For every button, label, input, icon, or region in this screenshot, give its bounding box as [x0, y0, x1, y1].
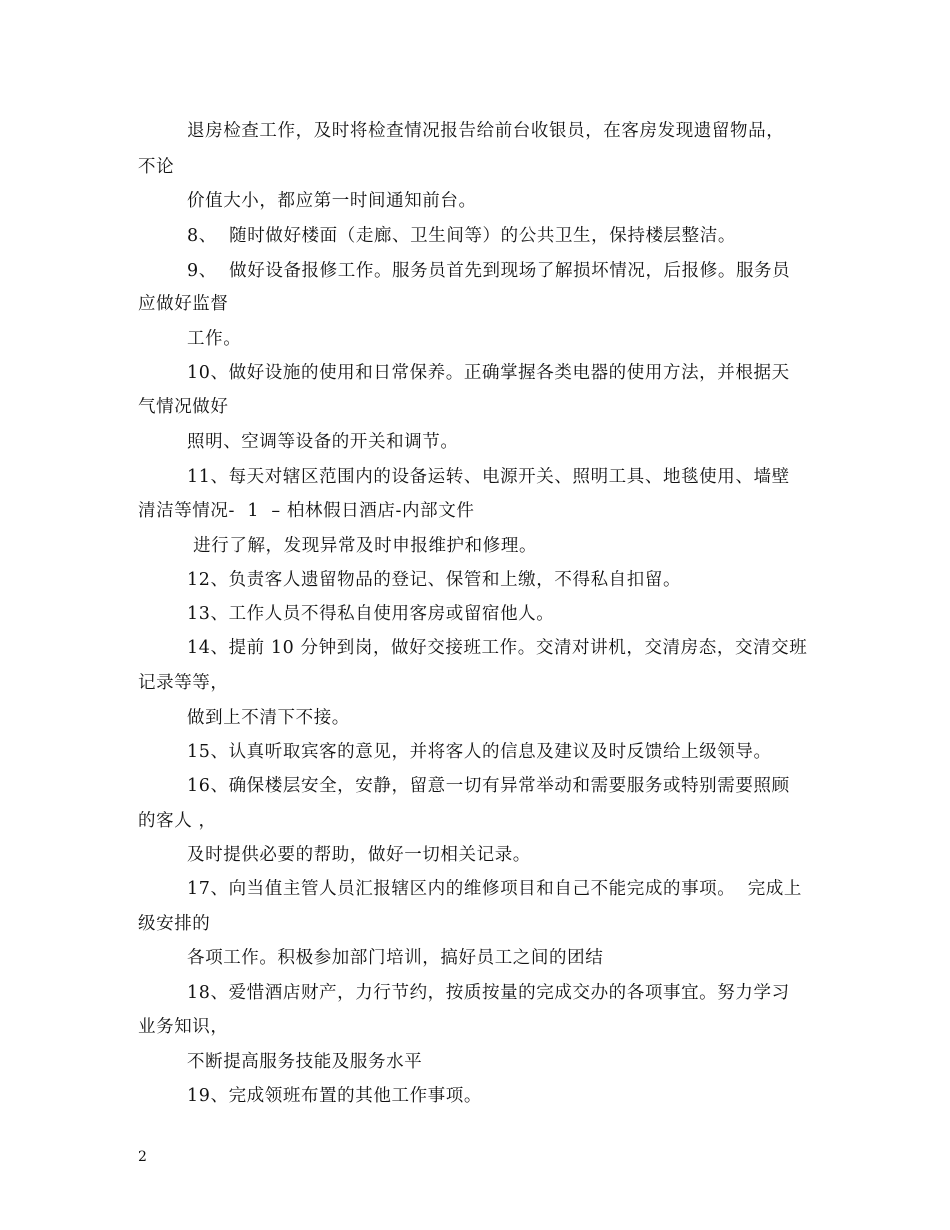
text-line: 清洁等情况- 1 – 柏林假日酒店-内部文件 [138, 501, 475, 521]
text-line: 16、确保楼层安全，安静，留意一切有异常举动和需要服务或特别需要照顾 [187, 776, 790, 796]
text-line: 应做好监督 [138, 294, 229, 314]
text-line: 的客人 ， [138, 811, 217, 831]
text-line: 工作。 [187, 329, 242, 349]
text-line: 8、 随时做好楼面（走廊、卫生间等）的公共卫生，保持楼层整洁。 [187, 226, 736, 246]
text-line: 15、认真听取宾客的意见，并将客人的信息及建议及时反馈给上级领导。 [187, 742, 772, 762]
text-line: 14、提前 10 分钟到岗，做好交接班工作。交清对讲机，交清房态，交清交班 [187, 638, 808, 658]
text-line: 价值大小，都应第一时间通知前台。 [187, 191, 477, 211]
text-line: 不论 [138, 157, 175, 177]
text-line: 照明、空调等设备的开关和调节。 [187, 432, 459, 452]
text-line: 级安排的 [138, 914, 211, 934]
page-number: 2 [138, 1149, 147, 1165]
text-line: 9、 做好设备报修工作。服务员首先到现场了解损坏情况，后报修。服务员 [187, 261, 791, 281]
text-line: 不断提高服务技能及服务水平 [187, 1052, 423, 1072]
text-line: 13、工作人员不得私自使用客房或留宿他人。 [187, 604, 555, 624]
text-line: 及时提供必要的帮助，做好一切相关记录。 [187, 845, 531, 865]
text-line: 19、完成领班布置的其他工作事项。 [187, 1086, 482, 1106]
text-line: 记录等等， [138, 673, 229, 693]
text-line: 退房检查工作，及时将检查情况报告给前台收银员，在客房发现遗留物品， [187, 121, 785, 141]
text-line: 各项工作。积极参加部门培训，搞好员工之间的团结 [187, 948, 604, 968]
text-line: 进行了解，发现异常及时申报维护和修理。 [187, 536, 538, 556]
text-line: 11、每天对辖区范围内的设备运转、电源开关、照明工具、地毯使用、墙壁 [187, 467, 790, 487]
text-line: 18、爱惜酒店财产，力行节约，按质按量的完成交办的各项事宜。努力学习 [187, 983, 790, 1003]
text-line: 17、向当值主管人员汇报辖区内的维修项目和自己不能完成的事项。 完成上 [187, 879, 802, 899]
text-line: 12、负责客人遗留物品的登记、保管和上缴，不得私自扣留。 [187, 570, 682, 590]
text-line: 气情况做好 [138, 397, 229, 417]
text-line: 业务知识， [138, 1017, 229, 1037]
text-line: 10、做好设施的使用和日常保养。正确掌握各类电器的使用方法，并根据天 [187, 363, 790, 383]
text-line: 做到上不清下不接。 [187, 708, 350, 728]
